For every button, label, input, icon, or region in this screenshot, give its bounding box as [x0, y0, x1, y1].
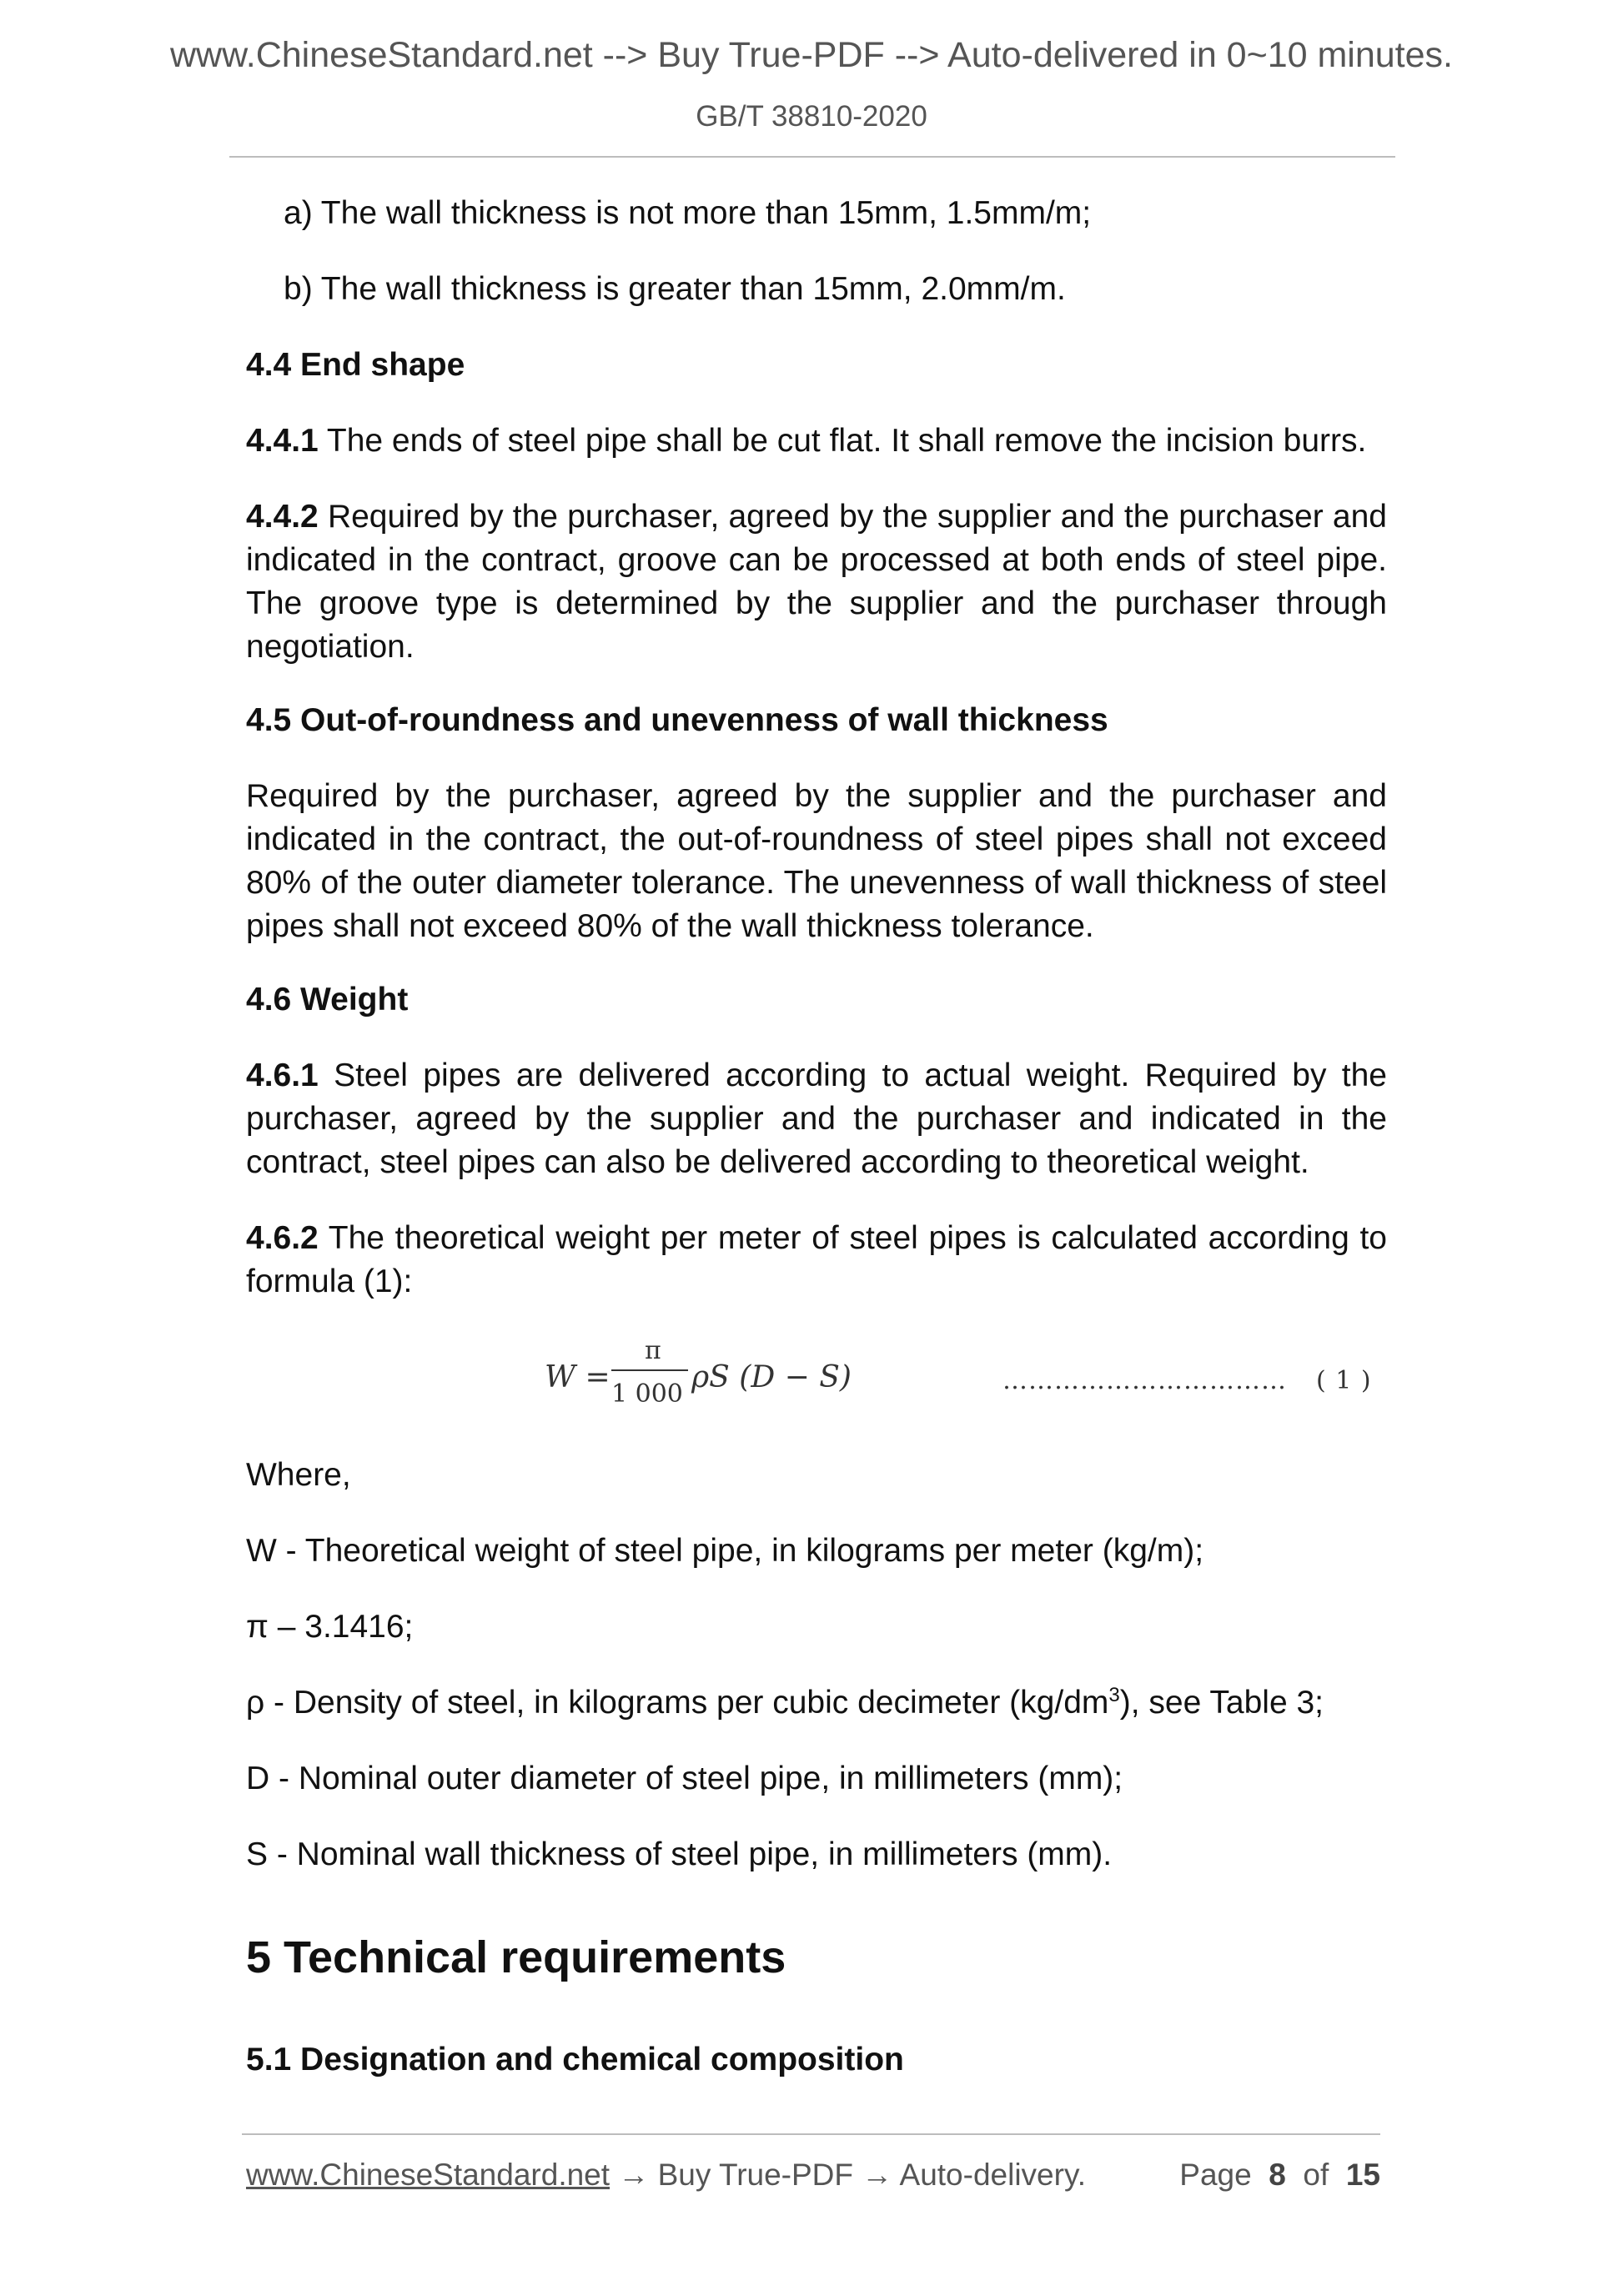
- of-label: of: [1303, 2158, 1329, 2192]
- formula-numerator: π: [645, 1336, 661, 1365]
- superscript: 3: [1108, 1684, 1120, 1706]
- list-item-b: b) The wall thickness is greater than 15mm, 2.0mm/m.: [284, 271, 1066, 307]
- clause-text: Required by the purchaser, agreed by the supplier and the purchaser and indicated in the contract, groove can be processed at both ends of steel pipe. The groove type is determined by the supplier and the purchaser through negotiation.: [246, 499, 1387, 665]
- clause-text: Steel pipes are delivered according to actual weight. Required by the purchaser, agreed by the supplier and the purchaser and indicated in the contract, steel pipes can also be delivered according to theoretical weight.: [246, 1058, 1387, 1180]
- page-total: 15: [1345, 2158, 1380, 2192]
- formula-denominator: 1 000: [611, 1379, 683, 1409]
- definition-rho-text: ρ - Density of steel, in kilograms per cubic decimeter (kg/dm: [246, 1685, 1109, 1721]
- definition-d: D - Nominal outer diameter of steel pipe, in millimeters (mm);: [246, 1761, 1123, 1796]
- header-banner: www.ChineseStandard.net --> Buy True-PDF --> Auto-delivered in 0~10 minutes.: [169, 35, 1453, 75]
- heading-5-1: 5.1 Designation and chemical composition: [246, 2042, 904, 2077]
- definition-w: W - Theoretical weight of steel pipe, in kilograms per meter (kg/m);: [246, 1533, 1204, 1569]
- header-divider: [229, 156, 1395, 158]
- weight-formula: [246, 1334, 1387, 1409]
- paragraph-4-6-1: [246, 1054, 1387, 1184]
- list-item-a: a) The wall thickness is not more than 15mm, 1.5mm/m;: [284, 195, 1092, 231]
- heading-5: 5 Technical requirements: [246, 1932, 786, 1982]
- definition-pi: π – 3.1416;: [246, 1609, 414, 1645]
- where-label: Where,: [246, 1457, 351, 1493]
- footer-divider: [242, 2133, 1380, 2135]
- formula-rhs: ρS (D − S): [691, 1360, 852, 1394]
- definition-s: S - Nominal wall thickness of steel pipe, in millimeters (mm).: [246, 1836, 1113, 1872]
- page-number: 8: [1269, 2158, 1286, 2192]
- clause-number: 4.4.2: [246, 499, 319, 535]
- definition-rho: [246, 1681, 1387, 1725]
- definition-rho-tail: ), see Table 3;: [1119, 1685, 1324, 1721]
- standard-code: GB/T 38810-2020: [696, 100, 927, 133]
- footer-link[interactable]: www.ChineseStandard.net: [246, 2158, 611, 2192]
- paragraph-4-4-2: [246, 495, 1387, 669]
- fraction-bar: [611, 1369, 688, 1371]
- clause-text: The theoretical weight per meter of steel pipes is calculated according to formula (1):: [246, 1220, 1387, 1299]
- heading-4-6: 4.6 Weight: [246, 982, 409, 1017]
- clause-text: The ends of steel pipe shall be cut flat. It shall remove the incision burrs.: [318, 423, 1367, 459]
- heading-4-4: 4.4 End shape: [246, 347, 465, 383]
- clause-number: 4.4.1: [246, 423, 319, 459]
- page-label: Page: [1179, 2158, 1252, 2192]
- paragraph-4-4-1: [246, 420, 1387, 463]
- clause-number: 4.6.2: [246, 1220, 319, 1256]
- footer: [246, 2158, 1380, 2193]
- clause-number: 4.6.1: [246, 1058, 319, 1093]
- page-indicator: [1179, 2158, 1380, 2193]
- paragraph-4-5: Required by the purchaser, agreed by the supplier and the purchaser and indicated in the contract, the out-of-roundness of steel pipes shall not exceed 80% of the outer diameter tolerance. The unevenness of wall thickness of steel pipes shall not exceed 80% of the wall thickness tolerance.: [246, 778, 1387, 944]
- formula-lhs: W =: [545, 1360, 611, 1394]
- heading-4-5: 4.5 Out-of-roundness and unevenness of wall thickness: [246, 702, 1108, 738]
- formula-leader: ……………………………: [1002, 1366, 1287, 1395]
- paragraph-4-6-2: [246, 1217, 1387, 1304]
- formula-number: ( 1 ): [1316, 1366, 1372, 1395]
- footer-text: → Buy True-PDF → Auto-delivery.: [610, 2158, 1086, 2192]
